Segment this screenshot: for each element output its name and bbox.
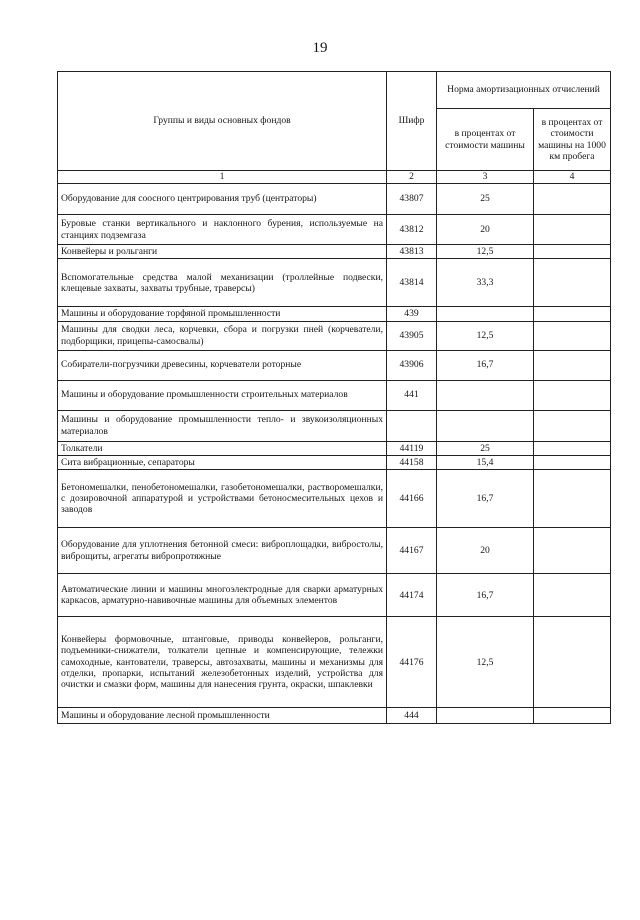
row-name: Буровые станки вертикального и наклонного бурения, используемые на станциях подземгаза [58, 215, 387, 245]
row-code: 44174 [387, 574, 437, 617]
row-pct: 33,3 [437, 259, 534, 307]
row-pct: 16,7 [437, 574, 534, 617]
row-code: 44176 [387, 617, 437, 708]
row-pct: 20 [437, 528, 534, 574]
col-number: 3 [437, 171, 534, 184]
row-pct: 12,5 [437, 617, 534, 708]
row-km [534, 455, 611, 469]
row-name: Машины и оборудование промышленности строительных материалов [58, 380, 387, 410]
table-row [58, 184, 611, 215]
row-km [534, 321, 611, 350]
row-km [534, 215, 611, 245]
col-number: 1 [58, 171, 387, 184]
row-pct: 15,4 [437, 455, 534, 469]
row-km [534, 184, 611, 215]
row-name: Машины для сводки леса, корчевки, сбора и погрузки пней (корчеватели, подборщики, прицепы-самосвалы) [58, 321, 387, 350]
row-code: 44158 [387, 455, 437, 469]
row-pct: 25 [437, 184, 534, 215]
row-name: Бетономешалки, пенобетономешалки, газобетономешалки, растворомешалки, с дозировочной аппаратурой и устройствами бетоносмесительных цехов и заводов [58, 470, 387, 528]
table-row [58, 574, 611, 617]
table-row [58, 470, 611, 528]
table-row [58, 617, 611, 708]
row-name: Сита вибрационные, сепараторы [58, 455, 387, 469]
table-row [58, 528, 611, 574]
row-km [534, 528, 611, 574]
row-pct: 16,7 [437, 470, 534, 528]
row-name: Собиратели-погрузчики древесины, корчеватели роторные [58, 350, 387, 380]
table-row [58, 259, 611, 307]
table-row [58, 455, 611, 469]
row-code: 43812 [387, 215, 437, 245]
row-name: Машины и оборудование торфяной промышленности [58, 307, 387, 321]
table-row [58, 307, 611, 321]
row-pct: 12,5 [437, 321, 534, 350]
header-norm: Норма амортизационных отчислений [437, 72, 611, 109]
row-name: Толкатели [58, 441, 387, 455]
row-km [534, 708, 611, 724]
row-pct: 12,5 [437, 245, 534, 259]
row-km [534, 259, 611, 307]
row-code: 44167 [387, 528, 437, 574]
header-pct-cost: в процентах от стоимости машины [437, 109, 534, 171]
row-km [534, 617, 611, 708]
amortization-norms-table [57, 71, 611, 724]
row-code [387, 410, 437, 441]
row-km [534, 380, 611, 410]
table-row [58, 321, 611, 350]
table-row [58, 441, 611, 455]
table-row [58, 215, 611, 245]
row-km [534, 441, 611, 455]
col-number: 4 [534, 171, 611, 184]
row-pct: 16,7 [437, 350, 534, 380]
row-pct [437, 380, 534, 410]
row-km [534, 350, 611, 380]
row-km [534, 307, 611, 321]
row-pct [437, 307, 534, 321]
row-code: 43814 [387, 259, 437, 307]
row-km [534, 470, 611, 528]
row-name: Оборудование для соосного центрирования труб (центраторы) [58, 184, 387, 215]
row-km [534, 245, 611, 259]
col-number: 2 [387, 171, 437, 184]
table-row [58, 380, 611, 410]
row-code: 44119 [387, 441, 437, 455]
header-code: Шифр [387, 72, 437, 171]
row-code: 439 [387, 307, 437, 321]
row-code: 44166 [387, 470, 437, 528]
row-name: Оборудование для уплотнения бетонной смеси: виброплощадки, вибростолы, виброщиты, агрегаты вибропротяжные [58, 528, 387, 574]
row-code: 43905 [387, 321, 437, 350]
row-km [534, 574, 611, 617]
row-code: 441 [387, 380, 437, 410]
row-code: 444 [387, 708, 437, 724]
row-pct: 25 [437, 441, 534, 455]
row-code: 43813 [387, 245, 437, 259]
row-pct [437, 708, 534, 724]
header-groups: Группы и виды основных фондов [58, 72, 387, 171]
row-pct: 20 [437, 215, 534, 245]
table-row [58, 245, 611, 259]
row-pct [437, 410, 534, 441]
row-code: 43807 [387, 184, 437, 215]
row-name: Вспомогательные средства малой механизации (троллейные подвески, клещевые захваты, захваты трубные, траверсы) [58, 259, 387, 307]
row-name: Машины и оборудование промышленности тепло- и звукоизоляционных материалов [58, 410, 387, 441]
row-name: Конвейеры и рольганги [58, 245, 387, 259]
table-row [58, 350, 611, 380]
row-name: Машины и оборудование лесной промышленности [58, 708, 387, 724]
row-code: 43906 [387, 350, 437, 380]
header-pct-km: в процентах от стоимости машины на 1000 км пробега [534, 109, 611, 171]
table-row [58, 410, 611, 441]
row-name: Конвейеры формовочные, штанговые, приводы конвейеров, рольганги, подъемники-снижатели, толкатели цепные и компенсирующие, тележки самоходные, кантователи, траверсы, автозахваты, машины и механизмы для отделки, пропарки, испытаний железобетонных изделий, устройства для очистки и смазки форм, машины для нанесения грунта, окраски, шпаклевки [58, 617, 387, 708]
page-number: 19 [312, 40, 328, 56]
row-km [534, 410, 611, 441]
table-row [58, 708, 611, 724]
row-name: Автоматические линии и машины многоэлектродные для сварки арматурных каркасов, арматурно-навивочные машины для объемных элементов [58, 574, 387, 617]
